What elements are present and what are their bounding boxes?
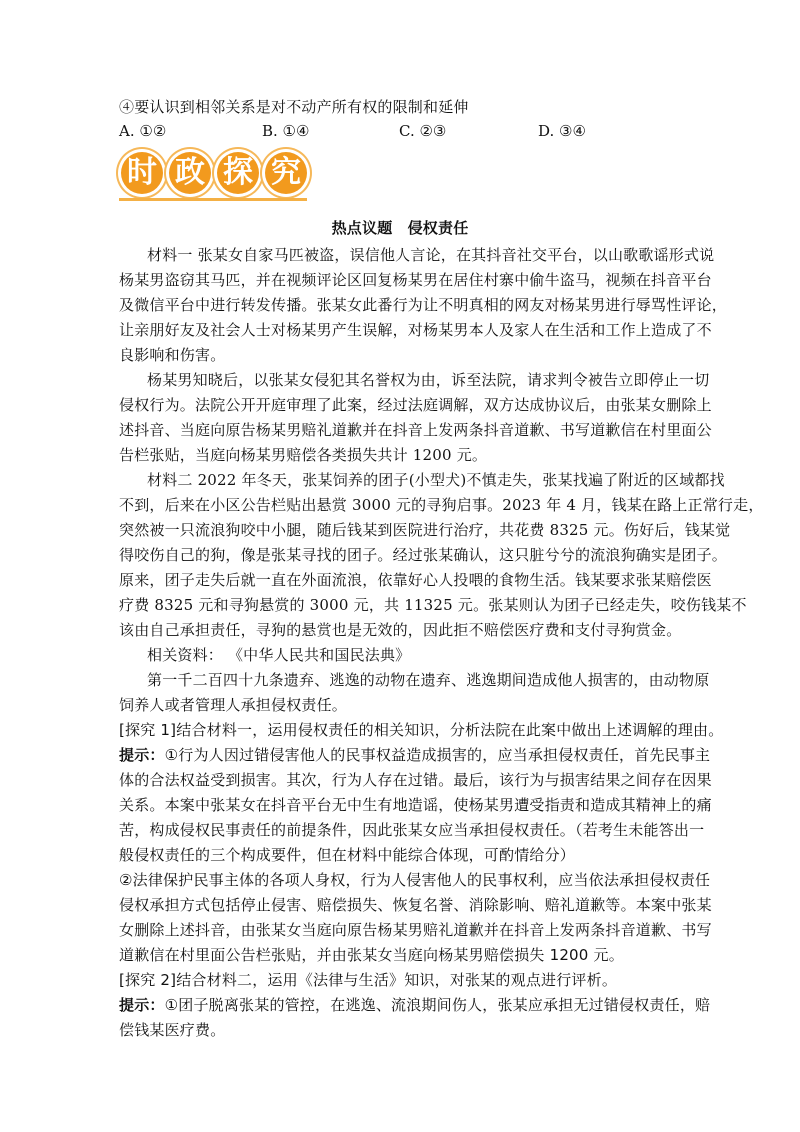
inquiry-1	[119, 720, 723, 740]
section-title: 热点议题 侵权责任	[331, 219, 469, 237]
hint-2-line: ①团子脱离张某的管控，在逃逸、流浪期间伤人，张某应承担无过错侵权责任，赔	[164, 996, 711, 1014]
material2-line: 得咬伤自己的狗，像是张某寻找的团子。经过张某确认，这只脏兮兮的流浪狗确实是团子。	[119, 546, 728, 564]
related-line: 第一千二百四十九条遗弃、逃逸的动物在遗弃、逃逸期间造成他人损害的，由动物原	[147, 671, 710, 689]
hint-2-line: 偿钱某医疗费。	[119, 1021, 226, 1039]
inquiry-2-text: 结合材料二，运用《法律与生活》知识，对张某的观点进行评析。	[176, 971, 618, 989]
inquiry-1-text: 结合材料一，运用侵权责任的相关知识，分析法院在此案中做出上述调解的理由。	[176, 721, 724, 739]
material2-line: 突然被一只流浪狗咬中小腿，随后钱某到医院进行治疗，共花费 8325 元。伤好后，钱某觉	[119, 521, 731, 539]
material1-line: 良影响和伤害。	[119, 346, 226, 364]
material1-line: 侵权行为。法院公开开庭审理了此案，经过法庭调解，双方达成协议后，由张某女删除上	[119, 396, 712, 414]
material1-line: 及微信平台中进行转发传播。张某女此番行为让不明真相的网友对杨某男进行辱骂性评论，	[119, 296, 728, 314]
option-d: D. ③④	[538, 122, 586, 140]
hint-2-label: 提示：	[119, 996, 165, 1014]
hint-1-line: 侵权承担方式包括停止侵害、赔偿损失、恢复名誉、消除影响、赔礼道歉等。本案中张某	[119, 896, 712, 914]
hint-1-line: 苦，构成侵权民事责任的前提条件，因此张某女应当承担侵权责任。（若考生未能答出一	[119, 821, 705, 839]
material2-line: 材料二 2022 年冬天，张某饲养的团子(小型犬)不慎走失，张某找遍了附近的区域都找	[147, 471, 725, 489]
material2-line: 原来，团子走失后就一直在外面流浪，依靠好心人投喂的食物生活。钱某要求张某赔偿医	[119, 571, 712, 589]
hint-1-line: 体的合法权益受到损害。其次，行为人存在过错。最后，该行为与损害结果之间存在因果	[119, 771, 712, 789]
hint-1-line: 关系。本案中张某女在抖音平台无中生有地造谣，使杨某男遭受指责和造成其精神上的痛	[119, 796, 712, 814]
statement-4: ④要认识到相邻关系是对不动产所有权的限制和延伸	[119, 98, 469, 116]
hint-1-line: 般侵权责任的三个构成要件，但在材料中能综合体现，可酌情给分）	[119, 846, 576, 864]
material2-line: 不到，后来在小区公告栏贴出悬赏 3000 元的寻狗启事。2023 年 4 月，钱某在路上正常行走，	[119, 496, 764, 514]
banner-char-3: 探	[217, 152, 259, 194]
current-affairs-banner	[119, 150, 307, 202]
hint-2-first-line	[119, 995, 710, 1015]
inquiry-2-label: [探究 2]	[119, 971, 177, 989]
option-b: B. ①④	[262, 122, 310, 140]
hint-1-label: 提示：	[119, 746, 165, 764]
hint-1-line: 女删除上述抖音，由张某女当庭向原告杨某男赔礼道歉并在抖音上发两条抖音道歉、书写	[119, 921, 712, 939]
hint-1-first-line	[119, 745, 710, 765]
option-a: A. ①②	[119, 122, 167, 140]
banner-char-4: 究	[265, 152, 307, 194]
material1-line: 述抖音、当庭向原告杨某男赔礼道歉并在抖音上发两条抖音道歉、书写道歉信在村里面公	[119, 421, 712, 439]
material1-line: 杨某男知晓后，以张某女侵犯其名誉权为由，诉至法院，请求判令被告立即停止一切	[147, 371, 710, 389]
hint-1-line: 道歉信在村里面公告栏张贴，并由张某女当庭向杨某男赔偿损失 1200 元。	[119, 946, 624, 964]
material2-line: 疗费 8325 元和寻狗悬赏的 3000 元，共 11325 元。张某则认为团子已经走失，咬伤钱某不	[119, 596, 747, 614]
material1-line: 杨某男盗窃其马匹，并在视频评论区回复杨某男在居住村寨中偷牛盗马，视频在抖音平台	[119, 271, 712, 289]
related-line: 饲养人或者管理人承担侵权责任。	[119, 696, 348, 714]
banner-stripe	[119, 198, 307, 201]
related-heading: 相关资料： 《中华人民共和国民法典》	[147, 646, 411, 664]
banner-char-2: 政	[169, 152, 211, 194]
banner-char-1: 时	[121, 152, 163, 194]
material1-line: 让亲朋好友及社会人士对杨某男产生误解，对杨某男本人及家人在生活和工作上造成了不	[119, 321, 712, 339]
inquiry-1-label: [探究 1]	[119, 721, 177, 739]
inquiry-2	[119, 970, 617, 990]
material1-line: 告栏张贴，当庭向杨某男赔偿各类损失共计 1200 元。	[119, 446, 488, 464]
material2-line: 该由自己承担责任，寻狗的悬赏也是无效的，因此拒不赔偿医疗费和支付寻狗赏金。	[119, 621, 682, 639]
material1-line: 材料一 张某女自家马匹被盗，误信他人言论，在其抖音社交平台，以山歌歌谣形式说	[147, 246, 715, 264]
hint-1-line: ①行为人因过错侵害他人的民事权益造成损害的，应当承担侵权责任，首先民事主	[164, 746, 711, 764]
option-c: C. ②③	[399, 122, 447, 140]
hint-1-line: ②法律保护民事主体的各项人身权，行为人侵害他人的民事权利，应当依法承担侵权责任	[119, 871, 711, 889]
